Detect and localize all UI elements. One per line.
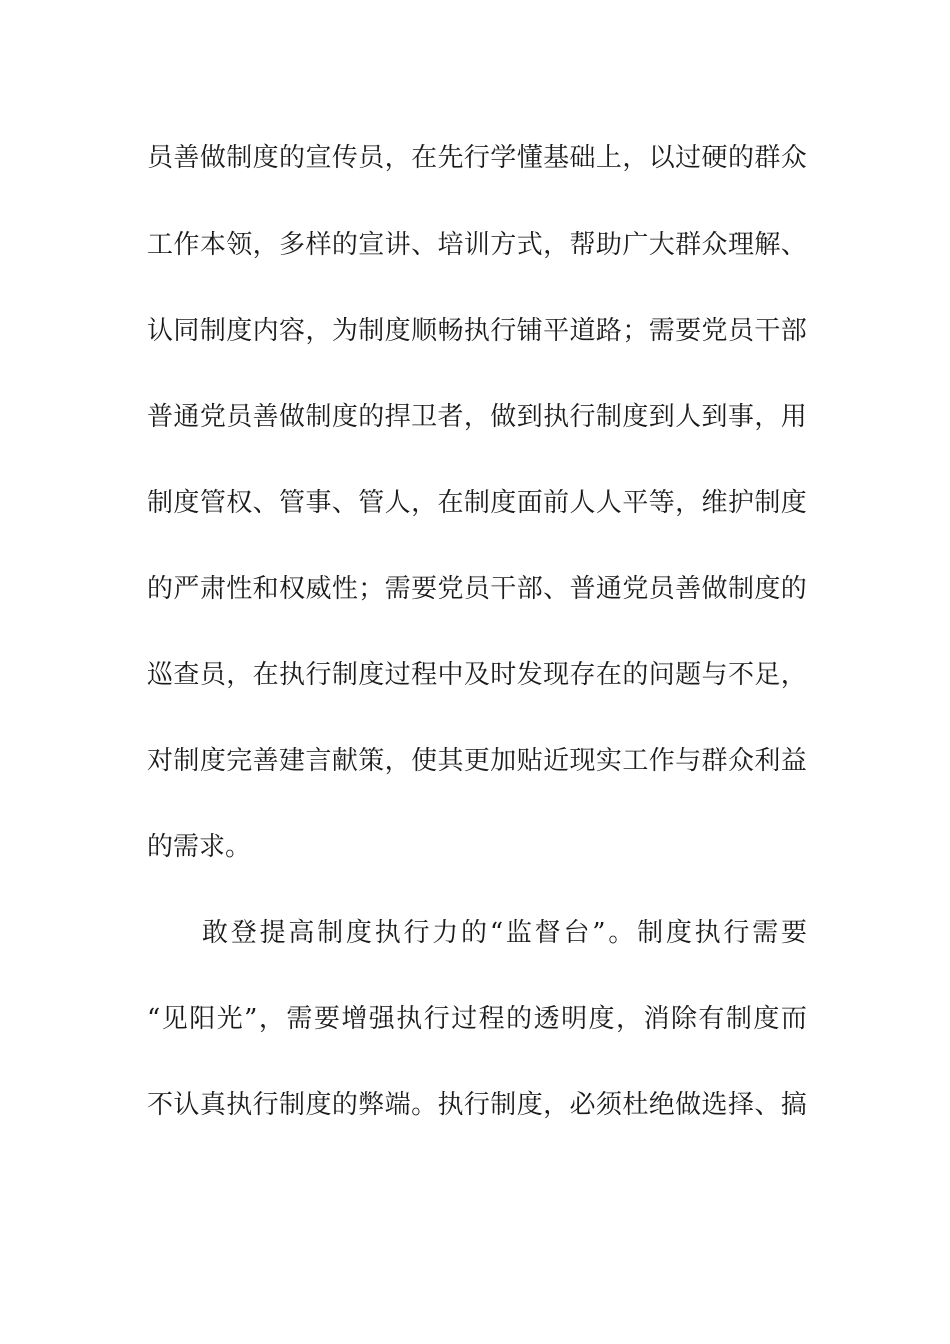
text-line-8: 对 制 度 完 善 建 言 献 策 ， 使 其 更 加 贴 近 现 实 工 作 与 群 众 利 益 (147, 746, 807, 776)
text-line-3: 认 同 制 度 内 容 ， 为 制 度 顺 畅 执 行 铺 平 道 路 ； 需 要 党 员 干 部 (147, 316, 807, 346)
text-line-7: 巡 查 员 ， 在 执 行 制 度 过 程 中 及 时 发 现 存 在 的 问 题 与 不 足 ， (147, 660, 807, 690)
text-line-9: 的需求。 (147, 832, 252, 862)
text-line-2: 工 作 本 领 ， 多 样 的 宣 讲 、 培 训 方 式 ， 帮 助 广 大 群 众 理 解 、 (147, 230, 807, 260)
text-line-6: 的 严 肃 性 和 权 威 性 ； 需 要 党 员 干 部 、 普 通 党 员 善 做 制 度 的 (147, 574, 807, 604)
text-line-5: 制 度 管 权 、 管 事 、 管 人 ， 在 制 度 面 前 人 人 平 等 ， 维 护 制 度 (147, 488, 807, 518)
text-line-12: 不 认 真 执 行 制 度 的 弊 端 。 执 行 制 度 ， 必 须 杜 绝 做 选 择 、 搞 (147, 1090, 807, 1120)
text-line-11: “ 见 阳 光 ” ， 需 要 增 强 执 行 过 程 的 透 明 度 ， 消 除 有 制 度 而 (147, 1004, 807, 1034)
text-line-4: 普 通 党 员 善 做 制 度 的 捍 卫 者 ， 做 到 执 行 制 度 到 人 到 事 ， 用 (147, 402, 807, 432)
paragraph-start-line: 敢 登 提 高 制 度 执 行 力 的 “ 监 督 台 ” 。 制 度 执 行 需 要 (202, 918, 807, 948)
text-line-1: 员 善 做 制 度 的 宣 传 员 ， 在 先 行 学 懂 基 础 上 ， 以 过 硬 的 群 众 (147, 143, 807, 173)
